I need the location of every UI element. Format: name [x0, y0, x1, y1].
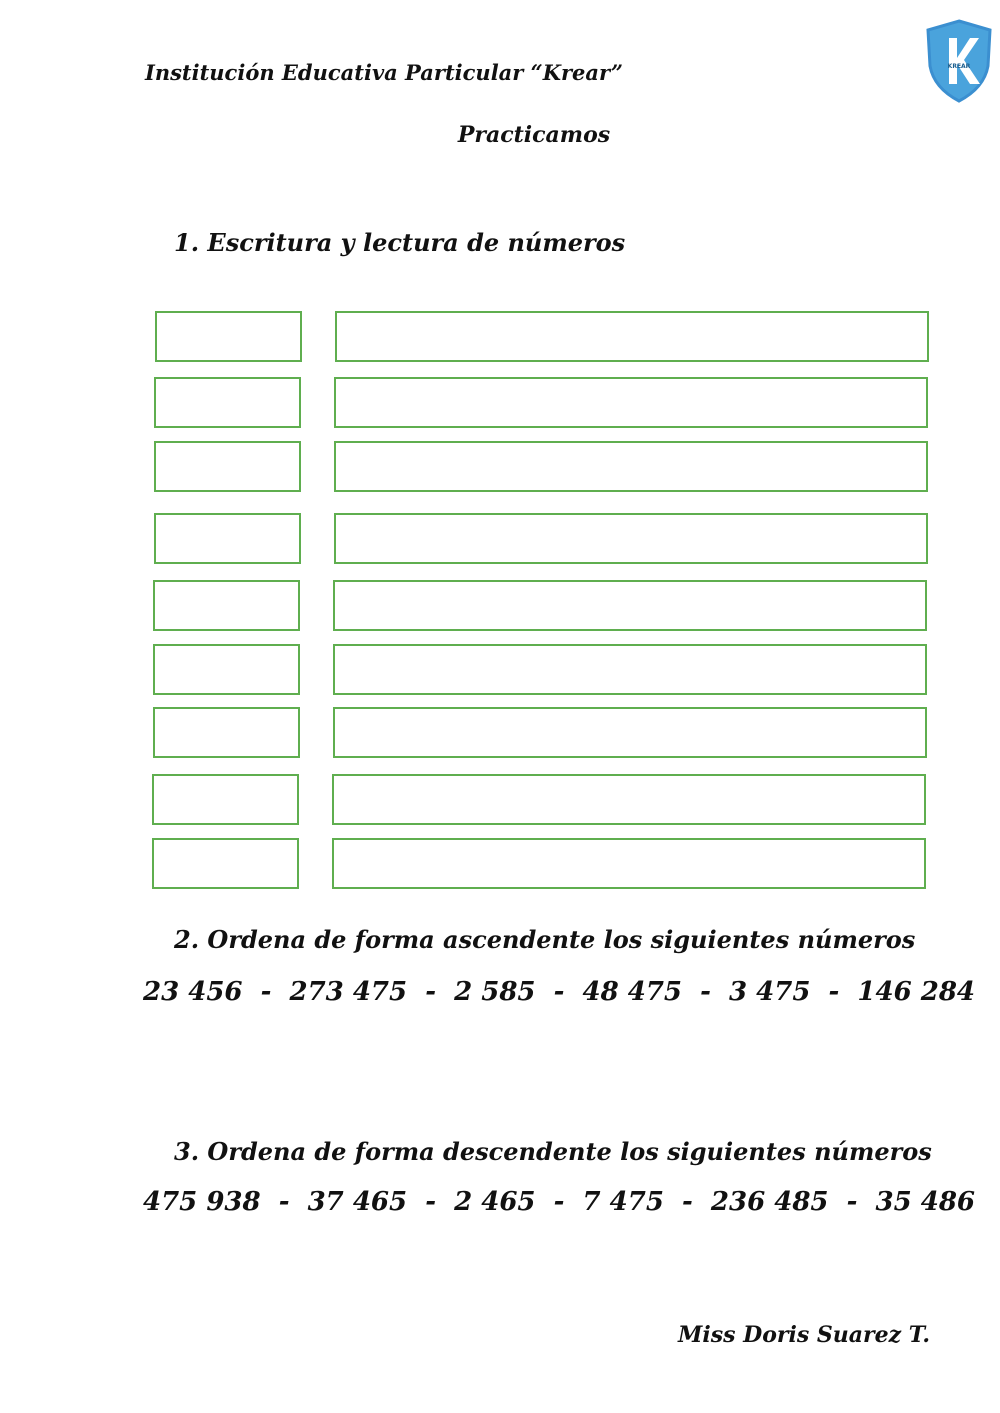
section-3-heading: 3. Ordena de forma descendente los siguientes números	[174, 1137, 932, 1166]
words-box-9[interactable]	[332, 838, 926, 889]
number-box-9[interactable]	[152, 838, 299, 889]
institution-name: Institución Educativa Particular “Krear”	[145, 60, 623, 85]
number-box-7[interactable]	[153, 707, 300, 758]
teacher-signature: Miss Doris Suarez T.	[678, 1322, 930, 1348]
number-box-4[interactable]	[154, 513, 301, 564]
words-box-5[interactable]	[333, 580, 927, 631]
words-box-4[interactable]	[334, 513, 928, 564]
words-box-6[interactable]	[333, 644, 927, 695]
number-box-8[interactable]	[152, 774, 299, 825]
words-box-8[interactable]	[332, 774, 926, 825]
ascending-numbers-list: 23 456 - 273 475 - 2 585 - 48 475 - 3 475 - 146 284	[143, 977, 976, 1007]
logo-text: KREAR	[947, 63, 971, 70]
descending-numbers-list: 475 938 - 37 465 - 2 465 - 7 475 - 236 485 - 35 486	[143, 1187, 976, 1217]
number-box-5[interactable]	[153, 580, 300, 631]
number-box-2[interactable]	[154, 377, 301, 428]
words-box-1[interactable]	[335, 311, 929, 362]
section-2-heading: 2. Ordena de forma ascendente los siguientes números	[174, 925, 916, 954]
page-title: Practicamos	[457, 122, 611, 148]
words-box-2[interactable]	[334, 377, 928, 428]
words-box-7[interactable]	[333, 707, 927, 758]
number-box-3[interactable]	[154, 441, 301, 492]
words-box-3[interactable]	[334, 441, 928, 492]
number-box-1[interactable]	[155, 311, 302, 362]
school-logo	[924, 18, 994, 104]
section-1-heading: 1. Escritura y lectura de números	[174, 228, 626, 257]
number-box-6[interactable]	[153, 644, 300, 695]
